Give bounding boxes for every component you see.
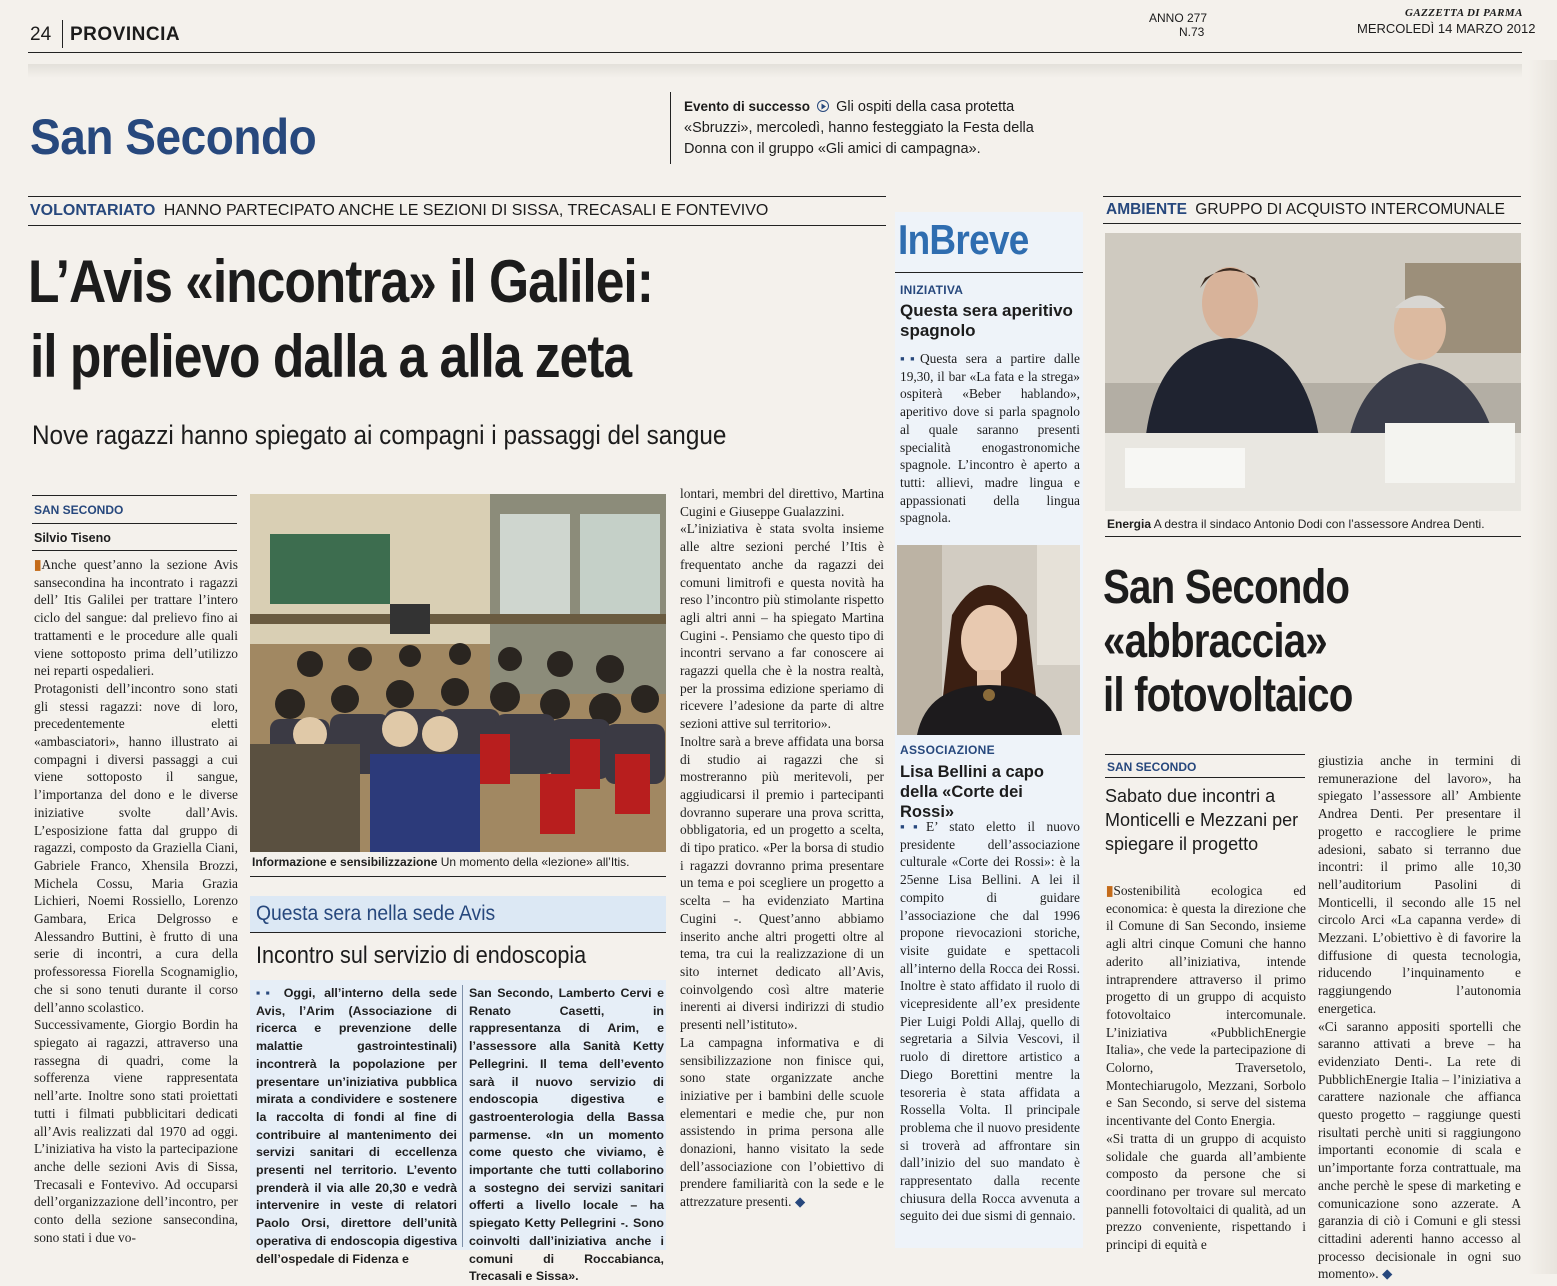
inbreve-item1-body — [900, 350, 1080, 526]
caption-rule — [250, 876, 666, 877]
main-overline — [30, 202, 768, 220]
ambiente-column-1 — [1106, 882, 1306, 1253]
mayor-photo — [1105, 233, 1521, 511]
ambiente-col1-text: Sostenibilità ecologica ed economica: è questa la direzione che il Comune di San Secondo, insieme agli altri cinque Comuni che hanno aderito all’iniziativa, intende intraprendere attraverso il primo progetto di un gruppo di acquisto fotovoltaico intercomunale. L’iniziativa «PubblichEnergie Italia», che vede la partecipazione di Colorno, Traversetolo, Montechiarugolo, Mezzani, Sorbolo e San Secondo, si serve del sistema incentivante del Conto Energia. «Si tratta di un gruppo di acquisto solidale che guarda all’ambiente composto da persone che si coordinano per trovare sul mercato pannelli fotovoltaici di qualità, ad un prezzo conveniente, rispettando i principi di equità e — [1106, 883, 1306, 1253]
classroom-photo-illustration — [250, 494, 666, 852]
issue-year: ANNO 277 — [1149, 11, 1208, 25]
inbreve-item1-kicker: INIZIATIVA — [900, 283, 964, 297]
avis-box-header: Questa sera nella sede Avis — [256, 902, 496, 925]
avis-bullet-icon: ▪▪ — [256, 986, 284, 1000]
end-mark-icon: ◆ — [791, 1194, 806, 1210]
mayor-photo-illustration — [1105, 233, 1521, 511]
ambiente-overline — [1106, 201, 1505, 219]
inbreve-item1-title: Questa sera aperitivo spagnolo — [900, 301, 1073, 340]
teaser-text: Gli ospiti della casa protetta «Sbruzzi», mercoledì, hanno festeggiato la Festa della Donna con il gruppo «Gli amici di campagna». — [684, 99, 1034, 157]
byline-rule-bottom — [32, 550, 237, 551]
avis-box-column-2 — [469, 985, 664, 1284]
main-column-1 — [34, 556, 238, 1246]
byline-rule-mid — [32, 523, 237, 524]
main-title-line1: L’Avis «incontra» il Galilei: — [28, 248, 653, 315]
main-col3-text: lontari, membri del direttivo, Martina Cugini e Giuseppe Gualazzini. «L’iniziativa è stata svolta insieme alle altre sezioni perché l’Itis è frequentato anche da ragazzi dei comuni limitrofi e questa novità ha reso l’incontro più stimolante rispetto agli altri anni – ha spiegato Martina Cugini -. Pensiamo che questo tipo di incontri servano a far conoscere ai ragazzi quella che è la nostra realtà, per la prossima edizione speriamo di ricevere l’adesione da parte di altre sezioni attive sul territorio». Inoltre sarà a breve affidata una borsa di studio ai ragazzi che si mostreranno più meritevoli, per aggiudicarsi il premio i partecipanti dovranno superare una prova scritta, obbligatoria, ed un progetto a scelta, di tipo pratico. «Per la borsa di studio i ragazzi dovranno prima presentare un tema e poi scegliere un progetto a scelta – ha evidenziato Martina Cugini -. Quest’anno abbiamo inserito anche altri progetti oltre al tema, tra cui la realizzazione di un sito internet dedicato all’Avis, coinvolgendo così altre materie inerenti ai diversi indirizzi di studio presenti nell’istituto». La campagna informativa e di sensibilizzazione non finisce qui, sono state organizzate anche iniziative per i bambini delle scuole elementari e medie che, pur non assistendo in prima persona alle donazioni, hanno visitato la sede dell’associazione con l’obiettivo di prendere familiarità con la sede e le attrezzature presenti. — [680, 486, 884, 1210]
teaser-label: Evento di successo — [684, 99, 811, 114]
mayor-caption-rule — [1105, 536, 1521, 537]
main-subtitle: Nove ragazzi hanno spiegato ai compagni i passaggi del sangue — [32, 420, 727, 450]
issue-number: N.73 — [1179, 25, 1205, 39]
ambiente-top-rule — [1103, 196, 1521, 197]
ambiente-dropcap-marker: ▮ — [1106, 883, 1114, 898]
main-overline-rule — [28, 225, 886, 226]
ambiente-title-line2: «abbraccia» — [1103, 615, 1327, 668]
right-margin-shadow — [1528, 60, 1557, 1274]
main-top-rule — [28, 196, 886, 197]
classroom-caption-bold: Informazione e sensibilizzazione — [252, 855, 438, 869]
inbreve-item2-body — [900, 818, 1080, 1246]
teaser-divider — [670, 92, 671, 164]
mayor-caption-bold: Energia — [1107, 517, 1152, 531]
main-col1-text: Anche quest’anno la sezione Avis sansecondina ha incontrato i ragazzi dell’ Itis Galilei per trattare l’intero ciclo del sangue: dal prelievo fino ai trattamenti e le procedure alle quali viene sottoposto prima dell’utilizzo nei reparti ospedalieri. Protagonisti dell’incontro sono stati gli stessi ragazzi: nove di loro, precedentemente eletti «ambasciatori», hanno illustrato ai compagni i diversi passaggi a cui viene sottoposto il sangue, l’importanza del dono e le diverse iniziative svolte dall’Avis. L’esposizione fatta dal gruppo di ragazzi, composto da Graziella Ciani, Gabriele Franco, Xhensila Brozzi, Michela Cossu, Maria Grazia Lichieri, Noemi Rossiello, Lorenzo Gambara, Erica Delgrosso e Alessandro Buttini, è frutto di una serie di incontri, a cura della professoressa Fiorella Scognamiglio, che si sono tenuti durante il corso dell’anno scolastico. Successivamente, Giorgio Bordin ha spiegato ai ragazzi, attraverso una rassegna di quadri, come la sofferenza viene rappresentata nell’arte. Inoltre sono stati proiettati tutti i filmati pubblicitari dedicati all’Avis realizzati dal 1970 ad oggi. L’iniziativa ha visto la partecipazione anche delle sezioni Avis di Sissa, Trecasali e Fontevivo. Ad occuparsi dell’organizzazione dell’incontro, per conto della sezione sansecondina, sono stati i due vo- — [34, 557, 238, 1245]
classroom-caption-text: Un momento della «lezione» all’Itis. — [440, 855, 630, 869]
inbreve-item2-title: Lisa Bellini a capo della «Corte dei Rossi» — [900, 763, 1044, 821]
issue-date: MERCOLEDÌ 14 MARZO 2012 — [1357, 21, 1536, 36]
inbreve-item2-kicker: ASSOCIAZIONE — [900, 743, 995, 757]
portrait-photo — [897, 545, 1080, 735]
dropcap-marker: ▮ — [34, 557, 42, 572]
avis-col1-text: Oggi, all’interno della sede Avis, l’Arim (Associazione di ricerca e prevenzione delle malattie gastrointestinali) incontrerà la popolazione per presentare un’iniziativa pubblica mirata a condividere e sostenere la raccolta di fondi al fine di contribuire al mantenimento dei servizi sanitari di eccellenza presenti nel territorio. L’evento prenderà il via alle 20,30 e vedrà intervenire in veste di relatori Paolo Orsi, direttore dell’unità operativa di endoscopia digestiva dell’ospedale di Fidenza e — [256, 986, 457, 1266]
ambiente-overline-rule — [1103, 223, 1521, 224]
section-name: PROVINCIA — [70, 24, 181, 45]
ambiente-subtitle: Sabato due incontri a Monticelli e Mezzani per spiegare il progetto — [1105, 786, 1299, 854]
ambiente-title-line1: San Secondo — [1103, 561, 1350, 614]
main-column-3 — [680, 485, 884, 1245]
ambiente-location: SAN SECONDO — [1107, 760, 1197, 774]
ambiente-col2-text: giustizia anche in termini di remunerazione del lavoro», ha spiegato l’assessore all’ Ambiente Andrea Denti. Per presentare il progetto e raccogliere le prime adesioni, sabato si terranno due incontri: il primo alle 10,30 nell’auditorium Pasolini di Monticelli, il secondo alle 15 nel circolo Arci «La capanna verde» di Mezzani. L’obiettivo è di favorire la diffusione di questa tecnologia, riducendo l’inquinamento e raggiungendo l’autonomia energetica. «Ci saranno appositi sportelli che saranno attivati a breve – ha evidenziato Denti-. La rete di PubblichEnergie Italia – l’iniziativa a carattere nazionale che affianca questo progetto – raggiunge questi risultati perchè uniti si raggiungono importanti economie di scala e un’importante forza contrattuale, ma anche perchè le spese di marketing e comunicazione sono azzerate. A garanzia di ciò i Comuni e gli stessi cittadini aderenti hanno accesso al processo decisionale in ogni suo momento». — [1318, 753, 1521, 1282]
inbreve-item1-text: Questa sera a partire dalle 19,30, il bar «La fata e la strega» ospiterà «Beber hablando», aperitivo dove si parla spagnolo al quale saranno presenti specialità enogastronomiche spagnole. L’incontro è aperto a tutti: allievi, madre lingua e appassionati della lingua spagnola. — [900, 351, 1080, 526]
ambiente-overline-text: GRUPPO DI ACQUISTO INTERCOMUNALE — [1195, 201, 1506, 218]
inbreve-bullet-icon-1: ▪▪ — [900, 351, 920, 366]
newspaper-name: GAZZETTA DI PARMA — [1405, 7, 1523, 19]
teaser-arrow-icon — [817, 100, 829, 112]
teaser-block — [684, 96, 1054, 160]
ambiente-loc-rule-bottom — [1105, 777, 1305, 778]
ambiente-kicker: AMBIENTE — [1106, 201, 1187, 218]
inbreve-title: InBreve — [898, 216, 1029, 263]
ambiente-loc-rule-top — [1105, 754, 1305, 755]
portrait-photo-illustration — [897, 545, 1080, 735]
header-divider — [62, 20, 63, 48]
inbreve-item2-text: E’ stato eletto il nuovo presidente dell’associazione culturale «Corte dei Rossi»: è la 25enne Lisa Bellini. A lei il compito di guidare l’associazione che dal 1996 propone rievocazioni storiche, visite guidate e spettacoli all’interno della Rocca dei Rossi. Inoltre è stato affidato il ruolo di vicepresidente all’ex presidente Pier Luigi Poldi Allaj, quello di segretaria a Silvia Vescovi, il ruolo di direttore artistico a Diego Borettini mentre la tesoreria è stata affidata a Rossella Volta. Il principale problema che il nuovo presidente si troverà ad affrontare sin dall’inizio del suo mandato è rappresentato dalla recente chiusura della Rocca avvenuta a seguito dei due sismi di gennaio. — [900, 819, 1080, 1224]
header-shadow-band — [28, 64, 1522, 78]
page-number: 24 — [30, 24, 52, 45]
classroom-photo-caption — [252, 855, 668, 869]
inbreve-title-rule — [895, 272, 1083, 273]
inbreve-bullet-icon-2: ▪▪ — [900, 819, 926, 834]
town-title: San Secondo — [30, 109, 317, 165]
mayor-caption-text: A destra il sindaco Antonio Dodi con l’assessore Andrea Denti. — [1153, 517, 1485, 531]
classroom-photo — [250, 494, 666, 852]
header-rule — [28, 52, 1522, 53]
ambiente-title-line3: il fotovoltaico — [1103, 669, 1353, 722]
ambiente-column-2 — [1318, 752, 1521, 1282]
avis-col2-text: San Secondo, Lamberto Cervi e Renato Casetti, in rappresentanza di Arim, e l’assessore alla Sanità Ketty Pellegrini. Il tema dell’evento sarà il nuovo servizio di endoscopia digestiva e gastroenterologia della Bassa parmense. «In un momento come questo che viviamo, è importante che tutti collaborino a sostegno dei servizi sanitari offerti a livello locale – ha spiegato Ketty Pellegrini -. Sono coinvolti dall’iniziativa anche i comuni di Roccabianca, Trecasali e Sissa». — [469, 986, 664, 1284]
avis-box-title: Incontro sul servizio di endoscopia — [256, 942, 587, 969]
main-location: SAN SECONDO — [34, 503, 124, 517]
main-title-line2: il prelievo dalla a alla zeta — [30, 323, 632, 390]
ambiente-end-mark-icon: ◆ — [1378, 1266, 1393, 1282]
main-overline-text: HANNO PARTECIPATO ANCHE LE SEZIONI DI SISSA, TRECASALI E FONTEVIVO — [163, 202, 769, 219]
byline-rule-top — [32, 495, 237, 496]
main-author: Silvio Tiseno — [34, 531, 111, 545]
avis-box-col-divider — [462, 985, 463, 1247]
mayor-photo-caption — [1107, 517, 1523, 531]
avis-box-column-1 — [256, 985, 457, 1266]
avis-box-rule — [250, 932, 666, 933]
main-kicker: VOLONTARIATO — [30, 202, 156, 219]
